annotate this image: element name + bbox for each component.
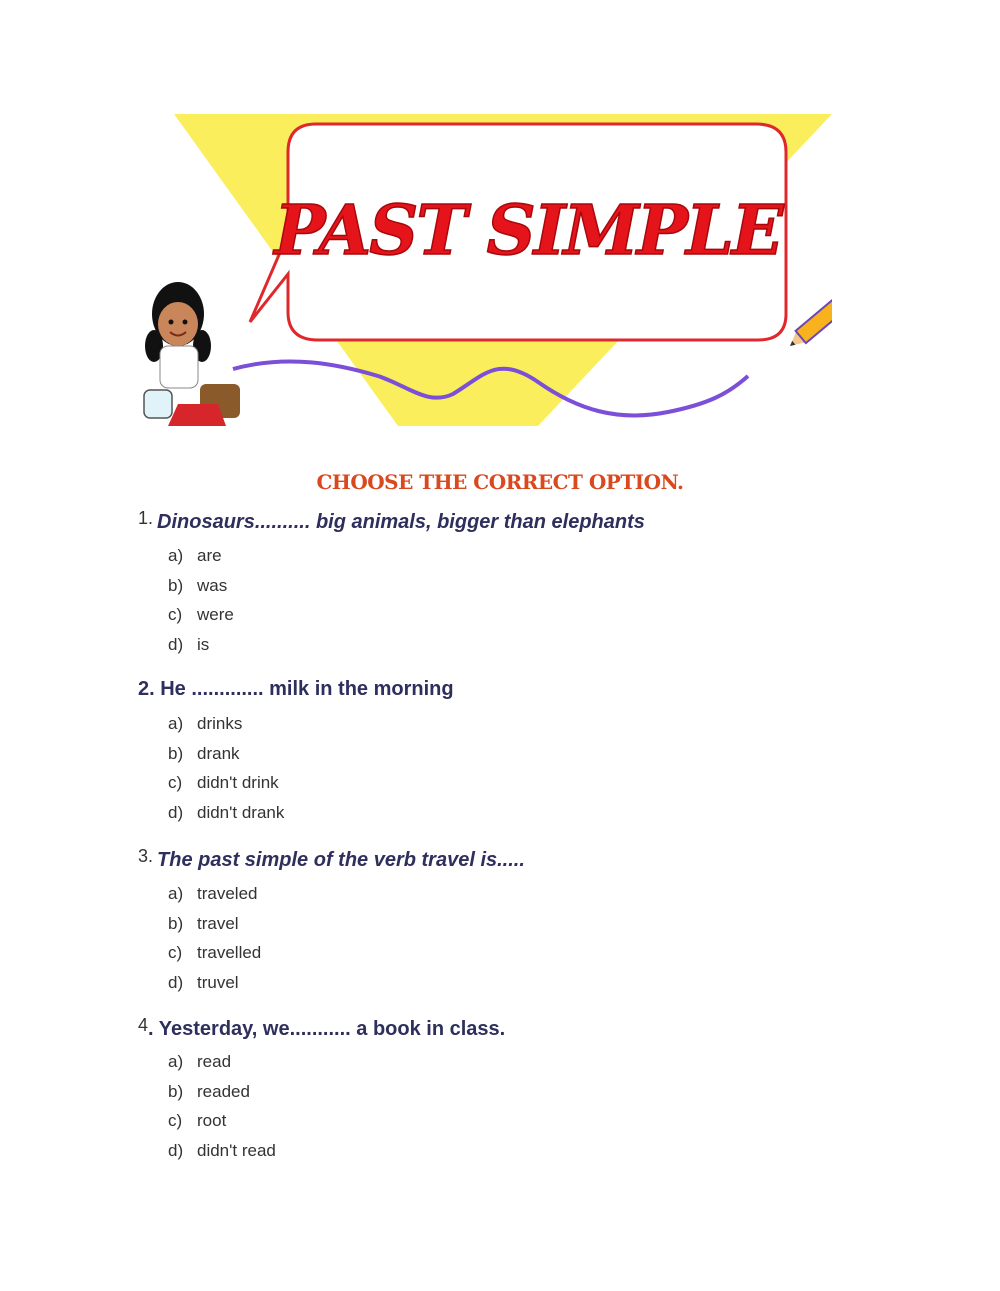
option-b[interactable]: b) readed [168,1081,250,1101]
option-b[interactable]: b) was [168,575,228,595]
option-a[interactable]: a) are [168,546,222,565]
option-a[interactable]: a) traveled [168,884,258,903]
question-3 [138,846,525,872]
question-number: 4 [138,1015,149,1035]
question-number: 1. [138,508,154,528]
option-b[interactable]: b) drank [168,743,240,763]
question-text: Dinosaurs.......... big animals, bigger than elephants [157,511,645,533]
question-1 [138,508,645,534]
instruction-heading: CHOOSE THE CORRECT OPTION. [316,470,684,494]
options-list [168,879,261,998]
option-d[interactable]: d) truvel [168,973,239,993]
question-2 [138,678,454,701]
option-d[interactable]: d) is [168,635,210,655]
option-d[interactable]: d) didn't drank [168,803,285,823]
past-simple-banner [138,114,832,426]
options-list [168,541,234,660]
girl-illustration [144,282,240,426]
banner-title: PAST SIMPLE [274,191,782,271]
option-c[interactable]: c) were [168,605,234,625]
options-list [168,709,284,828]
option-b[interactable]: b) travel [168,913,239,933]
question-text: The past simple of the verb travel is..... [157,849,525,871]
option-c[interactable]: c) didn't drink [168,773,279,793]
question-number: 3. [138,846,154,866]
option-d[interactable]: d) didn't read [168,1141,276,1161]
option-c[interactable]: c) travelled [168,943,262,963]
option-a[interactable]: a) read [168,1052,232,1071]
pencil-icon [785,286,832,352]
option-a[interactable]: a) drinks [168,714,243,733]
question-text: 2. He ............. milk in the morning [138,678,454,700]
question-text: . Yesterday, we........... a book in class. [148,1018,506,1040]
options-list [168,1047,276,1166]
question-4 [138,1015,505,1041]
option-c[interactable]: c) root [168,1111,227,1131]
